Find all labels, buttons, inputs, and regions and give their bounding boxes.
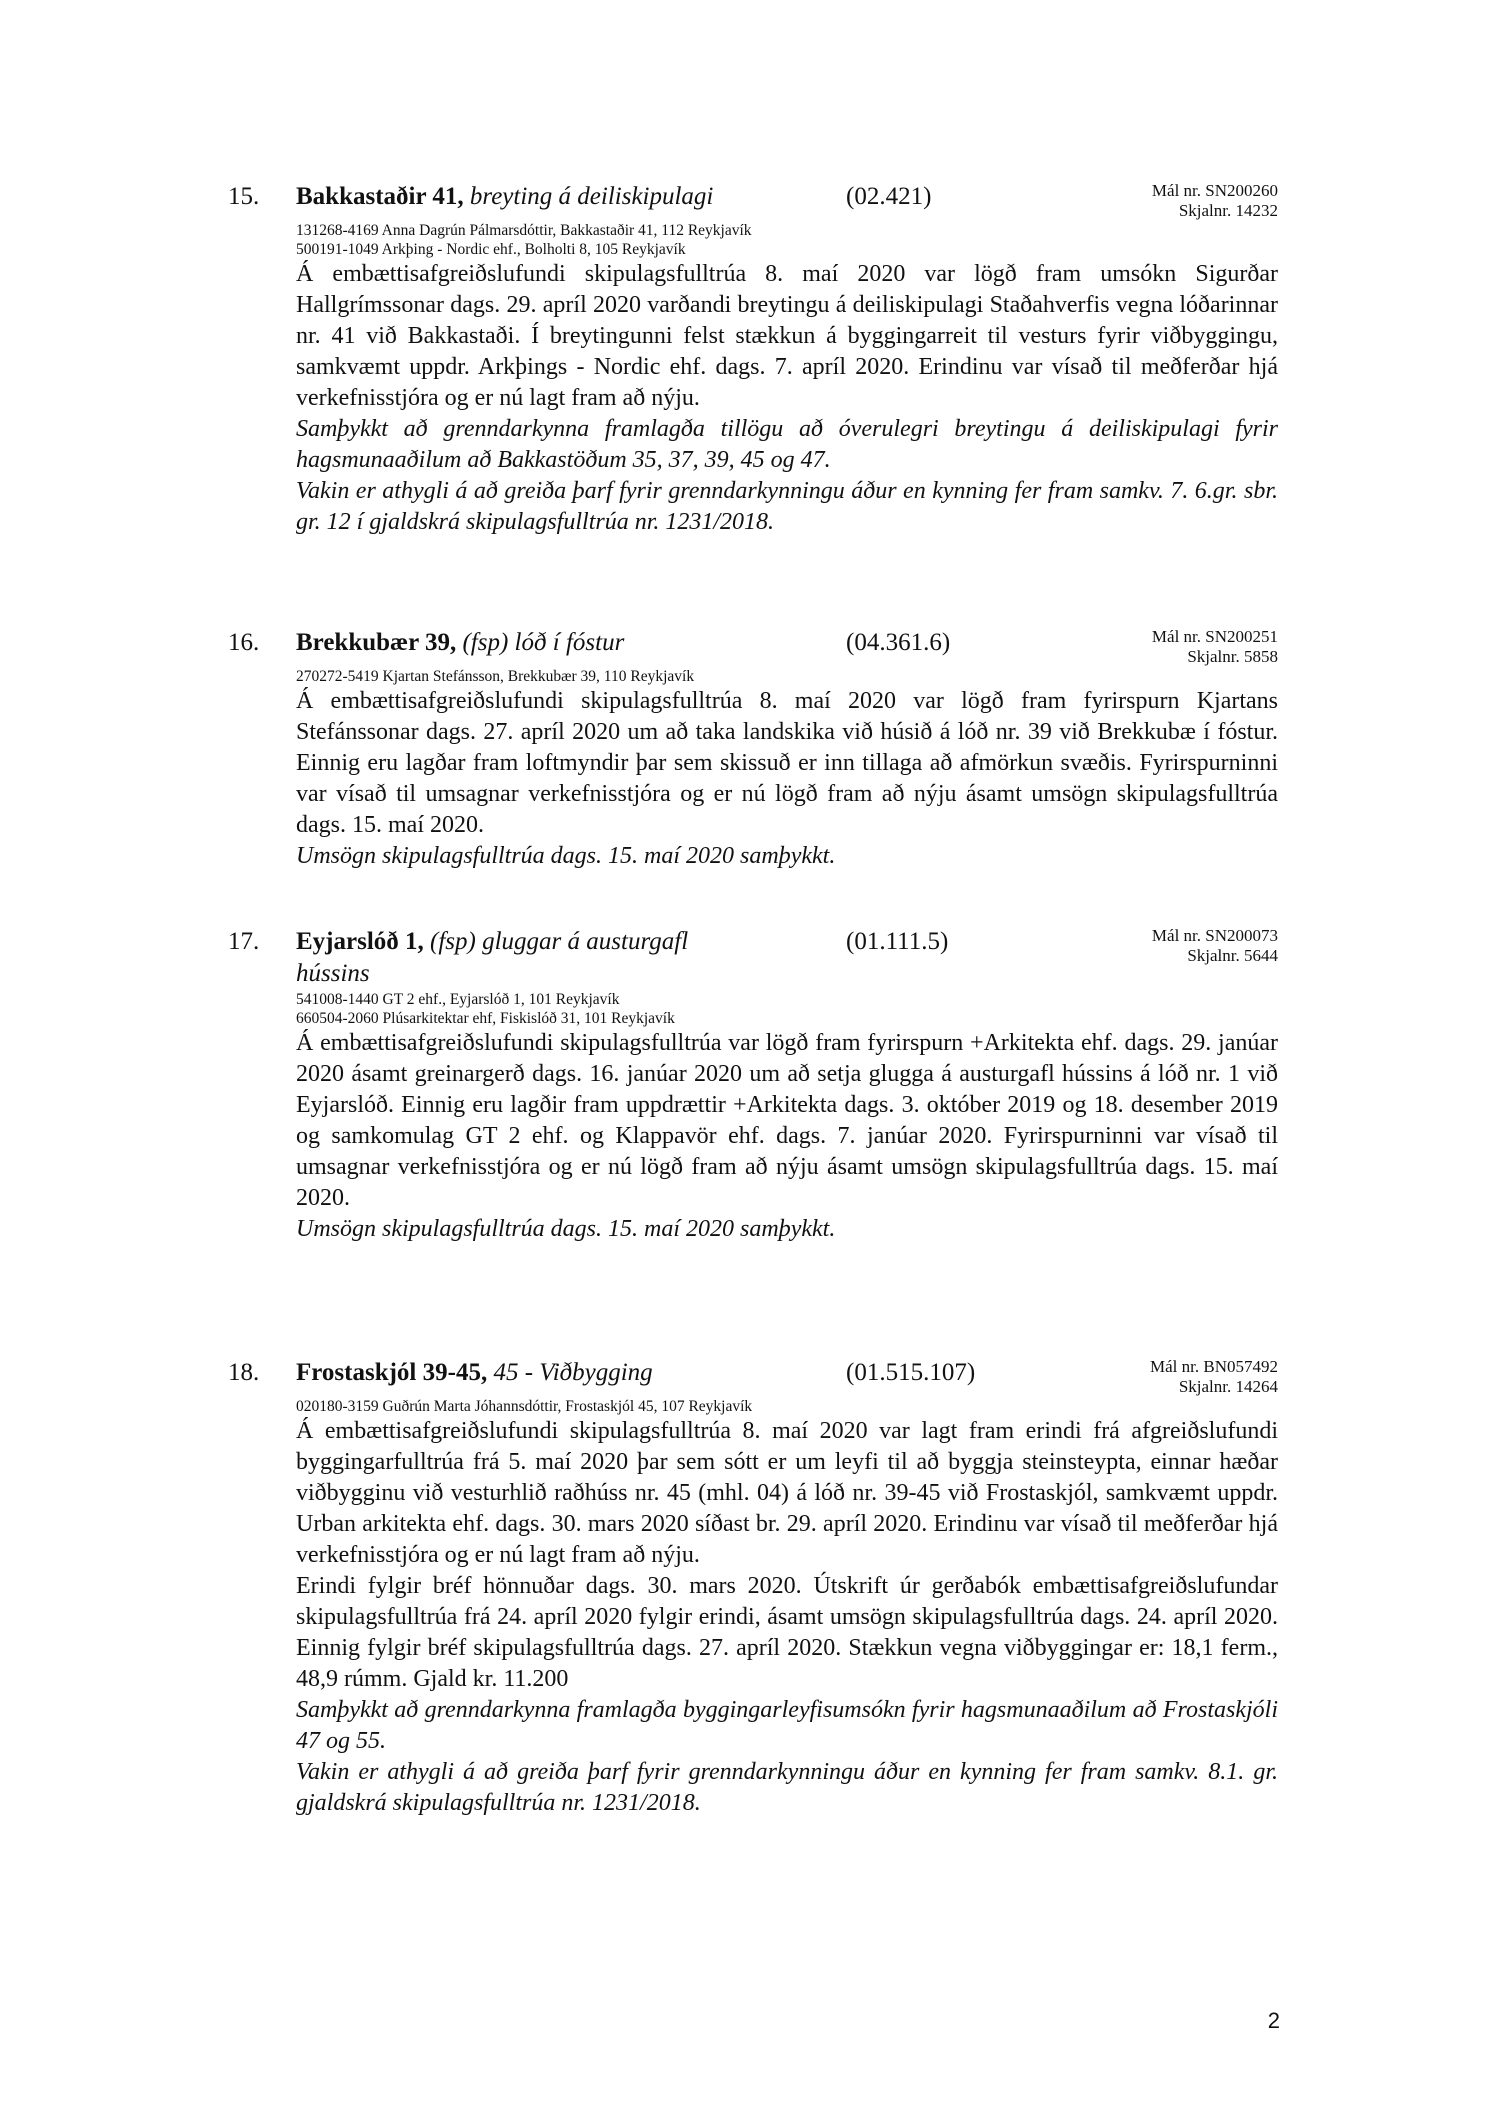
page-number: 2 xyxy=(1267,2008,1280,2033)
parties xyxy=(296,1397,1278,1416)
property-name: Frostaskjól 39-45, xyxy=(296,1359,488,1386)
item-number: 17. xyxy=(228,928,260,955)
item-subject: breyting á deiliskipulagi xyxy=(469,183,714,210)
parties xyxy=(296,221,1278,259)
item-body xyxy=(296,1416,1278,1819)
item-subject: (fsp) gluggar á austurgafl hússins xyxy=(296,928,689,987)
item-header xyxy=(228,181,1278,221)
party: 270272-5419 Kjartan Stefánsson, Brekkubær 39, 110 Reykjavík xyxy=(296,668,695,685)
parties xyxy=(296,990,1278,1028)
document-number: Skjalnr. 14264 xyxy=(1178,1377,1278,1396)
item-paragraph: Á embættisafgreiðslufundi skipulagsfulltrúa var lögð fram fyrirspurn +Arkitekta ehf. dags. 29. janúar 2020 ásamt greinargerð dags. 16. janúar 2020 um að setja glugga á austurgafl hússins á lóð nr. 1 við Eyjarslóð. Einnig eru lagðir fram uppdrættir +Arkitekta dags. 3. október 2019 og 18. desember 2019 og samkomulag GT 2 ehf. og Klappavör ehf. dags. 7. janúar 2020. Fyrirspurninni var vísað til umsagnar verkefnisstjóra og er nú lögð fram að nýju ásamt umsögn skipulagsfulltrúa dags. 15. maí 2020. xyxy=(296,1030,1278,1211)
item-title xyxy=(296,1357,776,1389)
item-number: 15. xyxy=(228,183,260,210)
property-name: Bakkastaðir 41, xyxy=(296,183,464,210)
case-number: Mál nr. BN057492 xyxy=(1150,1357,1278,1376)
item-paragraph: Á embættisafgreiðslufundi skipulagsfulltrúa 8. maí 2020 var lögð fram fyrirspurn Kjartans Stefánssonar dags. 27. apríl 2020 um að taka landskika við húsið á lóð nr. 39 við Brekkubæ í fóstur. Einnig eru lagðar fram loftmyndir þar sem skissuð er inn tillaga að afmörkun svæðis. Fyrirspurninni var vísað til umsagnar verkefnisstjóra og er nú lögð fram að nýju ásamt umsögn skipulagsfulltrúa dags. 15. maí 2020. xyxy=(296,688,1278,838)
item-subject: (fsp) lóð í fóstur xyxy=(462,629,625,656)
decision-text: Samþykkt að grenndarkynna framlagða tillögu að óverulegri breytingu á deiliskipulagi fyrir hagsmunaaðilum að Bakkastöðum 35, 37, 39, 45 og 47. xyxy=(296,416,1278,473)
decision-text: Umsögn skipulagsfulltrúa dags. 15. maí 2020 samþykkt. xyxy=(296,843,836,869)
document-number: Skjalnr. 5644 xyxy=(1187,946,1278,965)
case-info xyxy=(1150,1357,1278,1397)
decision-text: Samþykkt að grenndarkynna framlagða byggingarleyfisumsókn fyrir hagsmunaaðilum að Frostaskjóli 47 og 55. xyxy=(296,1697,1278,1754)
case-info xyxy=(1152,926,1278,966)
case-number: Mál nr. SN200251 xyxy=(1151,627,1278,646)
document-number: Skjalnr. 14232 xyxy=(1178,201,1278,220)
decision-text: Umsögn skipulagsfulltrúa dags. 15. maí 2020 samþykkt. xyxy=(296,1216,836,1242)
item-number: 18. xyxy=(228,1359,260,1386)
land-reference: (01.515.107) xyxy=(846,1359,976,1386)
land-reference: (04.361.6) xyxy=(846,629,951,656)
party: 500191-1049 Arkþing - Nordic ehf., Bolholti 8, 105 Reykjavík xyxy=(296,241,686,258)
agenda-item-16 xyxy=(228,627,1278,872)
item-header xyxy=(228,627,1278,667)
item-number: 16. xyxy=(228,629,260,656)
item-paragraph: Á embættisafgreiðslufundi skipulagsfulltrúa 8. maí 2020 var lagt fram erindi frá afgreiðslufundi byggingarfulltrúa frá 5. maí 2020 þar sem sótt er um leyfi til að byggja steinsteypta, einnar hæðar viðbygginu við vesturhlið raðhúss nr. 45 (mhl. 04) á lóð nr. 39-45 við Frostaskjól, samkvæmt uppdr. Urban arkitekta ehf. dags. 30. mars 2020 síðast br. 29. apríl 2020. Erindinu var vísað til meðferðar hjá verkefnisstjóra og er nú lagt fram að nýju. xyxy=(296,1418,1278,1568)
item-paragraph: Erindi fylgir bréf hönnuðar dags. 30. mars 2020. Útskrift úr gerðabók embættisafgreiðslufundar skipulagsfulltrúa frá 24. apríl 2020 fylgir erindi, ásamt umsögn skipulagsfulltrúa dags. 24. apríl 2020. Einnig fylgir bréf skipulagsfulltrúa dags. 27. apríl 2020. Stækkun vegna viðbyggingar er: 18,1 ferm., 48,9 rúmm. Gjald kr. 11.200 xyxy=(296,1573,1278,1692)
party: 020180-3159 Guðrún Marta Jóhannsdóttir, Frostaskjól 45, 107 Reykjavík xyxy=(296,1398,753,1415)
item-body xyxy=(296,686,1278,872)
property-name: Brekkubær 39, xyxy=(296,629,457,656)
case-info xyxy=(1152,627,1278,667)
case-info xyxy=(1152,181,1278,221)
item-title xyxy=(296,627,776,659)
item-body xyxy=(296,259,1278,538)
item-paragraph: Á embættisafgreiðslufundi skipulagsfulltrúa 8. maí 2020 var lögð fram umsókn Sigurðar Hallgrímssonar dags. 29. apríl 2020 varðandi breytingu á deiliskipulagi Staðahverfis vegna lóðarinnar nr. 41 við Bakkastaði. Í breytingunni felst stækkun á byggingarreit til vesturs fyrir viðbyggingu, samkvæmt uppdr. Arkþings - Nordic ehf. dags. 7. apríl 2020. Erindinu var vísað til meðferðar hjá verkefnisstjóra og er nú lagt fram að nýju. xyxy=(296,261,1278,411)
item-subject: 45 - Viðbygging xyxy=(493,1359,653,1386)
parties xyxy=(296,667,1278,686)
item-title xyxy=(296,181,776,213)
document-number: Skjalnr. 5858 xyxy=(1187,647,1278,666)
party: 131268-4169 Anna Dagrún Pálmarsdóttir, Bakkastaðir 41, 112 Reykjavík xyxy=(296,222,752,239)
agenda-item-17 xyxy=(228,926,1278,1245)
item-body xyxy=(296,1028,1278,1245)
item-header xyxy=(228,1357,1278,1397)
agenda-item-15 xyxy=(228,181,1278,538)
land-reference: (01.111.5) xyxy=(846,928,949,955)
land-reference: (02.421) xyxy=(846,183,932,210)
decision-text: Vakin er athygli á að greiða þarf fyrir grenndarkynningu áður en kynning fer fram samkv. 8.1. gr. gjaldskrá skipulagsfulltrúa nr. 1231/2018. xyxy=(296,1759,1278,1816)
item-header xyxy=(228,926,1278,990)
party: 660504-2060 Plúsarkitektar ehf, Fiskislóð 31, 101 Reykjavík xyxy=(296,1010,675,1027)
case-number: Mál nr. SN200260 xyxy=(1151,181,1278,200)
party: 541008-1440 GT 2 ehf., Eyjarslóð 1, 101 Reykjavík xyxy=(296,991,620,1008)
case-number: Mál nr. SN200073 xyxy=(1151,926,1278,945)
item-title xyxy=(296,926,766,990)
agenda-item-18 xyxy=(228,1357,1278,1819)
decision-text: Vakin er athygli á að greiða þarf fyrir grenndarkynningu áður en kynning fer fram samkv. 7. 6.gr. sbr. gr. 12 í gjaldskrá skipulagsfulltrúa nr. 1231/2018. xyxy=(296,478,1278,535)
property-name: Eyjarslóð 1, xyxy=(296,928,424,955)
